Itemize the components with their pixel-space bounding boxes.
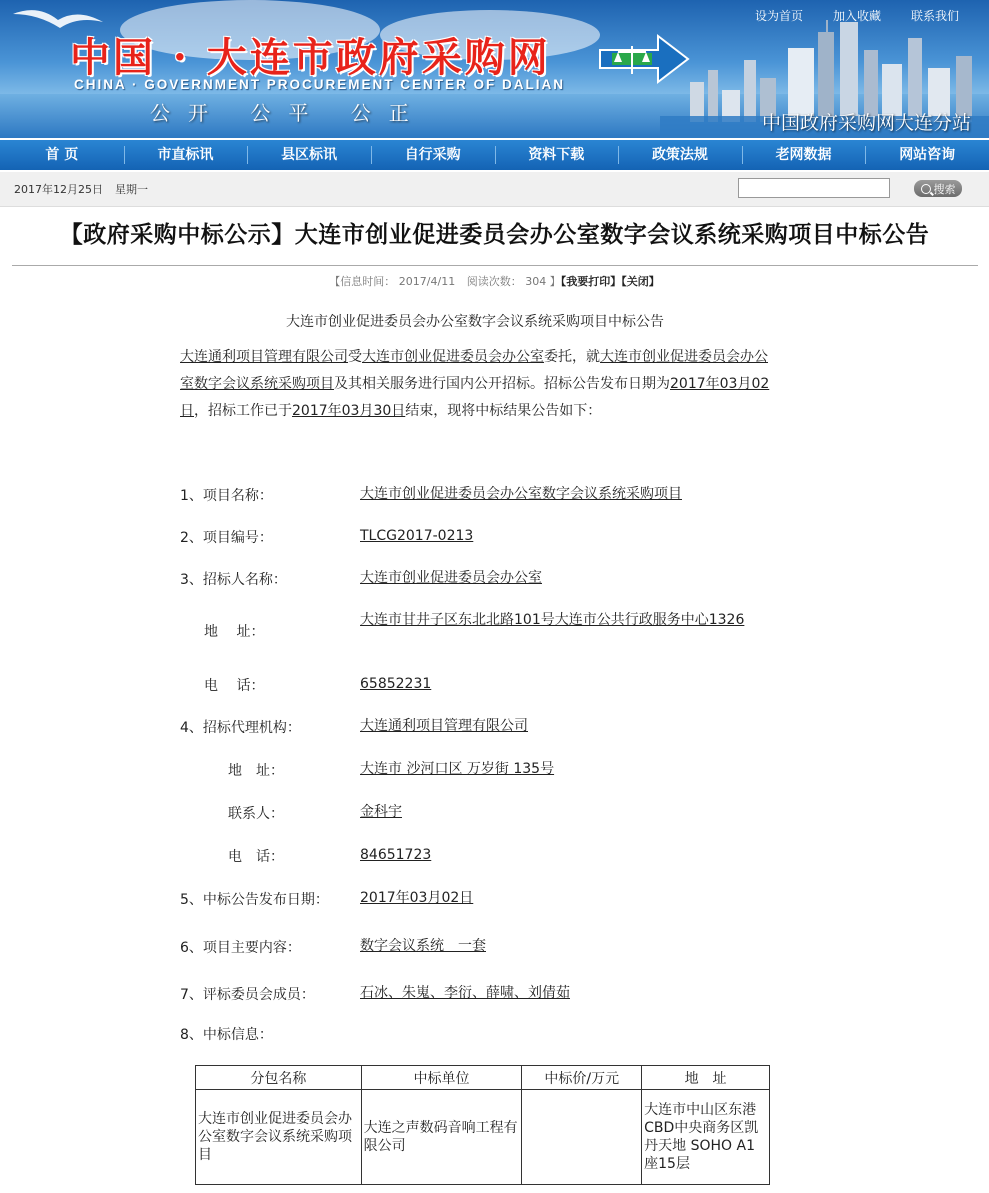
nav-item-old-data[interactable]: 老网数据 xyxy=(742,140,866,170)
client-name: 大连市创业促进委员会办公室 xyxy=(362,349,544,365)
table-cell-lot-name: 大连市创业促进委员会办公室数字会议系统采购项目 xyxy=(196,1090,362,1185)
info-bar xyxy=(0,172,989,207)
header-banner xyxy=(0,0,989,138)
field-value-committee: 石冰、朱嵬、李衍、薛啸、刘倩茹 xyxy=(360,985,570,1001)
field-label-project-name: 1、项目名称： xyxy=(180,488,273,504)
table-row xyxy=(196,1090,770,1185)
site-title: 中国 · 大连市政府采购网 xyxy=(70,34,551,81)
field-value-project-name: 大连市创业促进委员会办公室数字会议系统采购项目 xyxy=(360,486,682,502)
field-value-main-content: 数字会议系统 一套 xyxy=(360,938,486,954)
field-label-main-content: 6、项目主要内容： xyxy=(180,940,301,956)
field-label-tenderer: 3、招标人名称： xyxy=(180,572,287,588)
field-label-agency-phone: 电 话： xyxy=(228,849,284,865)
field-value-tenderer: 大连市创业促进委员会办公室 xyxy=(360,570,542,586)
column-header: 中标价/万元 xyxy=(522,1066,642,1090)
field-label-project-number: 2、项目编号： xyxy=(180,530,273,546)
table-header-row xyxy=(196,1066,770,1090)
nav-item-consulting[interactable]: 网站咨询 xyxy=(865,140,989,170)
current-date xyxy=(14,181,148,197)
intro-text: 委托，就 xyxy=(544,349,600,365)
search-icon xyxy=(921,184,931,194)
field-label-agency-address: 地 址： xyxy=(228,763,284,779)
search-input[interactable] xyxy=(738,178,890,198)
meta-reads-label: 阅读次数： xyxy=(466,275,522,288)
field-value-agency-address: 大连市 沙河口区 万岁街 135号 xyxy=(360,761,555,777)
field-value-publish-date: 2017年03月02日 xyxy=(360,890,474,906)
project-name: 大连市创业促进委员会办公室数字会议系统采购项目 xyxy=(180,349,768,392)
site-title-en: CHINA · GOVERNMENT PROCUREMENT CENTER OF DALIAN xyxy=(74,77,565,92)
end-date: 2017年03月30日 xyxy=(292,403,406,419)
column-header: 地 址 xyxy=(642,1066,770,1090)
field-label-tenderer-phone: 电 话： xyxy=(204,678,265,694)
nav-item-home[interactable]: 首 页 xyxy=(45,147,79,163)
add-favorite-link[interactable]: 加入收藏 xyxy=(832,9,881,23)
field-value-tenderer-phone: 65852231 xyxy=(360,676,432,692)
bid-result-table xyxy=(195,1065,770,1185)
nav-item-policies[interactable]: 政策法规 xyxy=(618,140,742,170)
document-title: 大连市创业促进委员会办公室数字会议系统采购项目中标公告 xyxy=(286,314,664,330)
print-button[interactable]: 【我要打印】 xyxy=(560,275,622,288)
title-divider xyxy=(12,265,978,266)
article-meta xyxy=(0,273,989,289)
site-slogan: 公开 公平 公正 xyxy=(150,101,427,125)
date-text: 2017年12月25日 xyxy=(14,183,103,196)
field-value-tenderer-address: 大连市甘井子区东北北路101号大连市公共行政服务中心1326 xyxy=(360,612,745,628)
intro-text: 及其相关服务进行国内公开招标。招标公告发布日期为 xyxy=(334,376,670,392)
page-title: 【政府采购中标公示】大连市创业促进委员会办公室数字会议系统采购项目中标公告 xyxy=(59,221,930,248)
field-label-tenderer-address: 地 址： xyxy=(204,624,265,640)
intro-text: 结束，现将中标结果公告如下： xyxy=(405,403,602,419)
search-button[interactable] xyxy=(914,180,962,197)
nav-item-downloads[interactable]: 资料下载 xyxy=(495,140,619,170)
nav-item-self-procurement[interactable]: 自行采购 xyxy=(371,140,495,170)
field-value-agency: 大连通利项目管理有限公司 xyxy=(360,718,528,734)
table-cell-price xyxy=(522,1090,642,1185)
field-label-contact: 联系人： xyxy=(228,806,284,822)
search-button-label: 搜索 xyxy=(933,183,956,196)
table-cell-winner: 大连之声数码音响工程有限公司 xyxy=(361,1090,522,1185)
meta-close-bracket: 】 xyxy=(549,275,561,288)
publish-date: 2017年03月02日 xyxy=(180,376,770,419)
intro-paragraph xyxy=(180,344,778,425)
subsite-name: 中国政府采购网大连分站 xyxy=(761,112,971,134)
field-label-publish-date: 5、中标公告发布日期： xyxy=(180,892,329,908)
nav-item-city-bids[interactable]: 市直标讯 xyxy=(124,140,248,170)
column-header: 分包名称 xyxy=(196,1066,362,1090)
meta-time-label: 【信息时间： xyxy=(329,275,396,288)
top-links xyxy=(755,7,959,24)
agency-name: 大连通利项目管理有限公司 xyxy=(180,349,348,365)
intro-text: 受 xyxy=(348,349,362,365)
field-value-project-number: TLCG2017-0213 xyxy=(360,528,474,544)
field-label-bid-info: 8、中标信息： xyxy=(180,1027,273,1043)
contact-us-link[interactable]: 联系我们 xyxy=(910,9,959,23)
nav-item-county-bids[interactable]: 县区标讯 xyxy=(247,140,371,170)
weekday-text: 星期一 xyxy=(115,183,148,196)
field-value-agency-phone: 84651723 xyxy=(360,847,432,863)
field-value-contact: 金科宇 xyxy=(360,804,402,820)
field-label-committee: 7、评标委员会成员： xyxy=(180,987,315,1003)
main-nav xyxy=(0,140,989,170)
set-homepage-link[interactable]: 设为首页 xyxy=(754,9,803,23)
field-label-agency: 4、招标代理机构： xyxy=(180,720,301,736)
meta-reads: 304 xyxy=(525,275,547,288)
intro-text: ，招标工作已于 xyxy=(194,403,292,419)
close-button[interactable]: 【关闭】 xyxy=(621,275,660,288)
meta-time: 2017/4/11 xyxy=(398,275,456,288)
table-cell-address: 大连市中山区东港CBD中央商务区凯丹天地 SOHO A1座15层 xyxy=(642,1090,770,1185)
column-header: 中标单位 xyxy=(361,1066,522,1090)
